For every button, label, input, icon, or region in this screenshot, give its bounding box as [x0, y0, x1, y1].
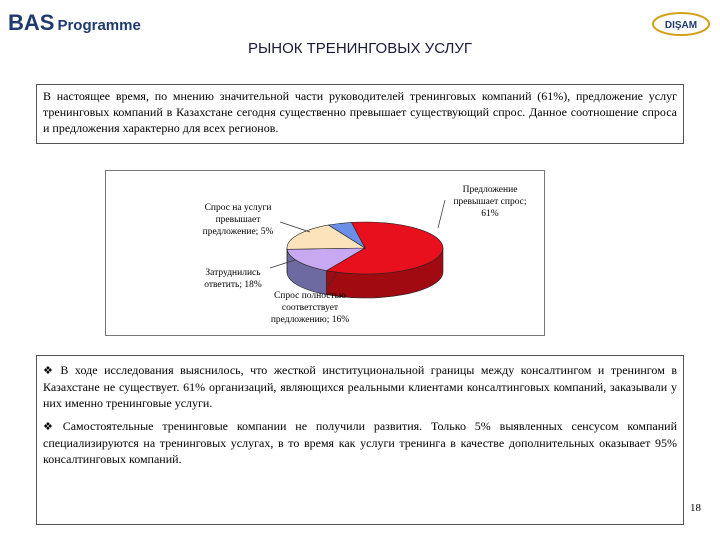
bas-programme-logo: [8, 10, 141, 36]
data-label-line: предложение; 5%: [202, 227, 274, 237]
intro-box: [36, 84, 684, 144]
diamond-bullet-icon: ❖: [43, 421, 59, 433]
page-number: 18: [690, 502, 701, 514]
data-label-line: превышает спрос;: [453, 197, 527, 207]
data-label-line: ответить; 18%: [204, 280, 262, 290]
data-label-line: Затруднились: [205, 268, 261, 278]
diamond-bullet-icon: ❖: [43, 365, 57, 377]
pie-chart: [105, 170, 545, 336]
disam-logo-text: DIŞAM: [664, 20, 698, 31]
data-label-demand-matches: [271, 291, 349, 325]
data-label-line: Предложение: [462, 185, 518, 195]
data-label-line: 61%: [481, 209, 499, 219]
findings-box: [36, 355, 684, 525]
disam-logo: [650, 8, 712, 38]
data-label-line: предложению; 16%: [270, 315, 350, 325]
data-label-line: Спрос полностью: [273, 291, 347, 301]
data-label-line: соответствует: [281, 303, 339, 313]
finding-2: [43, 418, 677, 467]
data-label-line: превышает: [215, 215, 261, 225]
logo-main-text: BAS: [8, 10, 55, 35]
logo-sub-text: Programme: [57, 17, 141, 34]
page-title: РЫНОК ТРЕНИНГОВЫХ УСЛУГ: [247, 40, 473, 57]
intro-text: В настоящее время, по мнению значительной части руководителей тренинговых компаний (61%), предложение услуг тренинговых компаний в Казахстане сегодня существенно превышает существующий спрос. Данное соотношение спроса и предложения характерно для всех регионов.: [43, 89, 677, 135]
finding-1: [43, 362, 677, 411]
finding-1-text: В ходе исследования выяснилось, что жесткой институциональной границы между консалтингом и тренингом в Казахстане не существует. 61% организаций, являющихся реальными клиентами консалтинговых компаний, заказывали у них именно тренинговые услуги.: [43, 363, 677, 410]
data-label-line: Спрос на услуги: [204, 203, 272, 213]
finding-2-text: Самостоятельные тренинговые компании не получили развития. Только 5% выявленных сенсусом компаний специализируются на тренинговых услугах, в то время как услуги тренинга в качестве дополнительных оказывает 95% консалтинговых компаний.: [43, 419, 677, 466]
